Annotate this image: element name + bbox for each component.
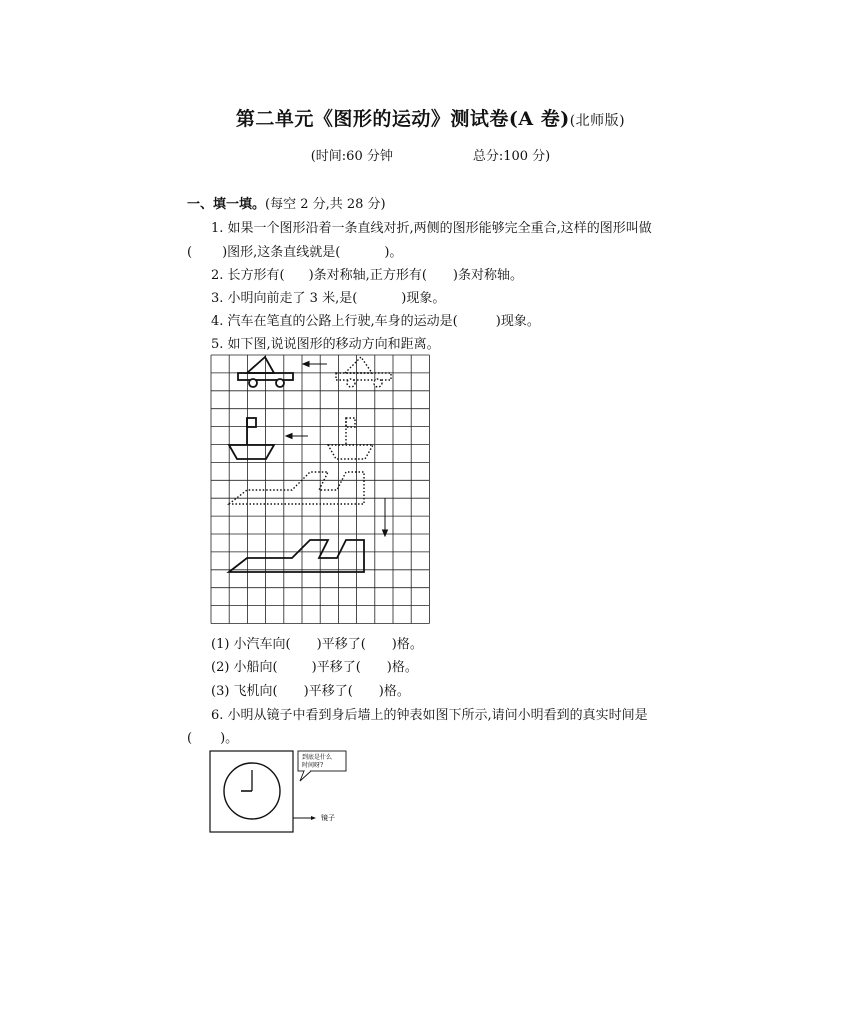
q3-b: )现象。 [401,291,446,306]
q1-paren-open: ( [187,245,193,260]
q5-sub3-b: )平移了( [303,684,353,699]
q6-line1: 6. 小明从镜子中看到身后墙上的钟表如图下所示,请问小明看到的真实时间是 [211,708,648,723]
q2-c: )条对称轴。 [452,268,523,283]
plane-translated [229,540,364,572]
boat-translated [328,418,373,459]
q4-b: )现象。 [495,314,540,329]
q2-b: )条对称轴,正方形有( [308,268,427,283]
q1-line1: 1. 如果一个图形沿着一条直线对折,两侧的图形能够完全重合,这样的图形叫做 [211,221,652,236]
q5-sub1-a: (1) 小汽车向( [211,637,291,652]
q5-sub1-c: )格。 [391,637,423,652]
translation-grid-figure [210,354,432,624]
q6-end: )。 [220,731,239,746]
exam-meta [0,145,861,164]
q2-a: 2. 长方形有( [211,268,285,283]
q3-a: 3. 小明向前走了 3 米,是( [211,291,358,306]
boat-original [229,418,274,459]
q5-sub3 [211,680,410,699]
q5-sub2-c: )格。 [386,660,418,675]
edition-label: (北师版) [569,113,626,129]
q5-sub2-b: )平移了( [311,660,361,675]
plane-original [229,472,364,504]
q2-line [211,264,523,283]
q1-end: )。 [384,245,403,260]
q6-line2 [187,727,238,746]
q5-sub1 [211,633,423,652]
q6-paren-open: ( [187,731,193,746]
bubble-text-1: 到底是什么 [302,754,333,761]
q5-sub3-c: )格。 [378,684,410,699]
total-score: 总分:100 分) [472,149,551,164]
grid-lines [211,355,429,624]
left-arrow-icon [303,362,327,367]
q4-line [211,310,540,329]
mirror-clock-figure [208,748,358,836]
page-title [0,104,861,131]
q5-sub3-a: (3) 飞机向( [211,684,278,699]
section-heading [187,193,386,212]
q5-sub2 [211,656,418,675]
left-arrow-icon [286,434,308,439]
q1-text: )图形,这条直线就是( [222,245,341,260]
time-limit: (时间:60 分钟 [310,149,393,164]
car-translated [336,357,391,387]
q3-line [211,287,445,306]
q1-line2 [187,241,402,260]
q5-intro: 5. 如下图,说说图形的移动方向和距离。 [211,337,440,352]
q5-sub2-a: (2) 小船向( [211,660,278,675]
bubble-text-2: 时间呀? [302,762,324,769]
section-points: (每空 2 分,共 28 分) [265,197,386,212]
section-title: 一、填一填。 [187,197,266,212]
down-arrow-icon [383,498,388,536]
title-text: 第二单元《图形的运动》测试卷(A 卷) [235,108,570,130]
q4-a: 4. 汽车在笔直的公路上行驶,车身的运动是( [211,314,458,329]
q5-sub1-b: )平移了( [316,637,366,652]
mirror-label: 镜子 [321,814,335,822]
